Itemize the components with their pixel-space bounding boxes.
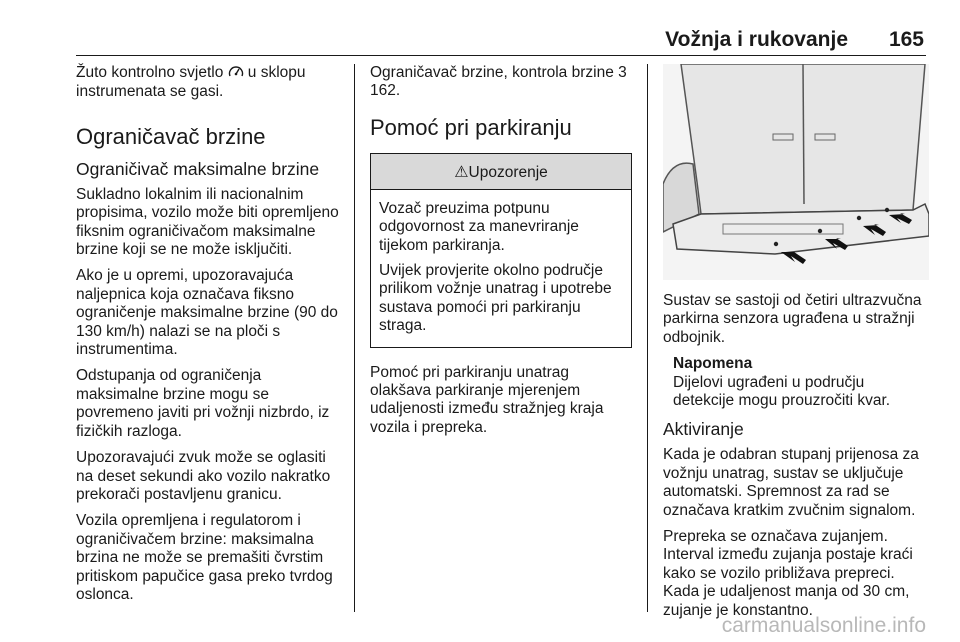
page-header	[0, 0, 960, 56]
rear-bumper-sensors-figure	[663, 64, 929, 280]
header-rule	[76, 55, 926, 56]
warning-triangle-icon: ⚠	[454, 161, 469, 181]
note-label: Napomena	[673, 355, 753, 373]
paragraph: Ako je u opremi, upozoravajuća naljepnica koja označava fiksno ograničenje maksimalne brzine (90 do 130 km/h) nalazi se na ploči s instrumentima.	[76, 267, 338, 359]
section-title: Vožnja i rukovanje	[665, 28, 848, 51]
subheading-activation: Aktiviranje	[663, 419, 744, 440]
figure-caption: Sustav se sastoji od četiri ultrazvučna parkirna senzora ugrađena u stražnji odbojnik.	[663, 292, 922, 346]
paragraph: Sukladno lokalnim ili nacionalnim propisima, vozilo može biti opremljeno fiksnim ograničivačom maksimalne brzine koji se ne može isključiti.	[76, 185, 339, 259]
reference-page: 162.	[370, 82, 401, 100]
subheading-max-speed-limiter: Ograničivač maksimalne brzine	[76, 158, 320, 179]
paragraph: Odstupanja od ograničenja maksimalne brzine mogu se povremeno javiti pri vožnji nizbrdo, iz fizičkih razloga.	[76, 367, 330, 440]
note-box	[663, 355, 929, 410]
warning-paragraph: Vozač preuzima potpunu odgovornost za manevriranje tijekom parkiranja.	[379, 199, 579, 254]
paragraph: Kada je odabran stupanj prijenosa za vožnju unatrag, sustav se uključuje automatski. Spremnost za rad se označava kratkim zvučnim signalom.	[663, 446, 919, 519]
speed-limiter-icon	[228, 66, 248, 81]
column-right	[663, 64, 929, 628]
warning-body	[371, 190, 631, 347]
warning-title: Upozorenje	[468, 163, 548, 181]
watermark: carmanualsonline.info	[721, 614, 926, 637]
heading-speed-limiter: Ograničavač brzine	[76, 123, 266, 149]
intro-text-rest: u sklopu instrumenata se gasi.	[76, 64, 306, 101]
intro-text: Žuto kontrolno svjetlo	[76, 64, 224, 81]
column-left	[76, 64, 344, 612]
paragraph: Pomoć pri parkiranju unatrag olakšava parkiranje mjerenjem udaljenosti između stražnjeg kraja vozila i prepreka.	[370, 363, 604, 436]
column-divider-2	[647, 64, 648, 612]
warning-paragraph: Uvijek provjerite okolno područje prilikom vožnje unatrag i upotrebe sustava pomoći pri parkiranju straga.	[379, 262, 612, 335]
reference-arrow: 3	[618, 64, 627, 81]
paragraph: Upozoravajući zvuk može se oglasiti na deset sekundi ako vozilo nakratko prekorači postavljenu granicu.	[76, 449, 331, 503]
reference-text: Ograničavač brzine, kontrola brzine	[370, 64, 614, 81]
cross-reference	[370, 64, 632, 101]
note-text: Dijelovi ugrađeni u području detekcije mogu prouzročiti kvar.	[673, 373, 891, 410]
column-divider-1	[354, 64, 355, 612]
warning-box	[370, 153, 632, 348]
paragraph: Prepreka se označava zujanjem. Interval između zujanja postaje kraći kako se vozilo približava prepreci. Kada je udaljenost manja od 30 cm, zujanje je konstantno.	[663, 528, 913, 619]
intro-paragraph	[76, 64, 344, 102]
paragraph: Vozila opremljena i regulatorom i ograničivačem brzine: maksimalna brzina ne može se premašiti čvrstim pritiskom papučice gasa preko tvrdog oslonca.	[76, 512, 333, 603]
column-middle	[370, 64, 632, 445]
heading-parking-assist: Pomoć pri parkiranju	[370, 114, 572, 140]
warning-header	[371, 154, 631, 190]
page-number: 165	[888, 28, 924, 51]
